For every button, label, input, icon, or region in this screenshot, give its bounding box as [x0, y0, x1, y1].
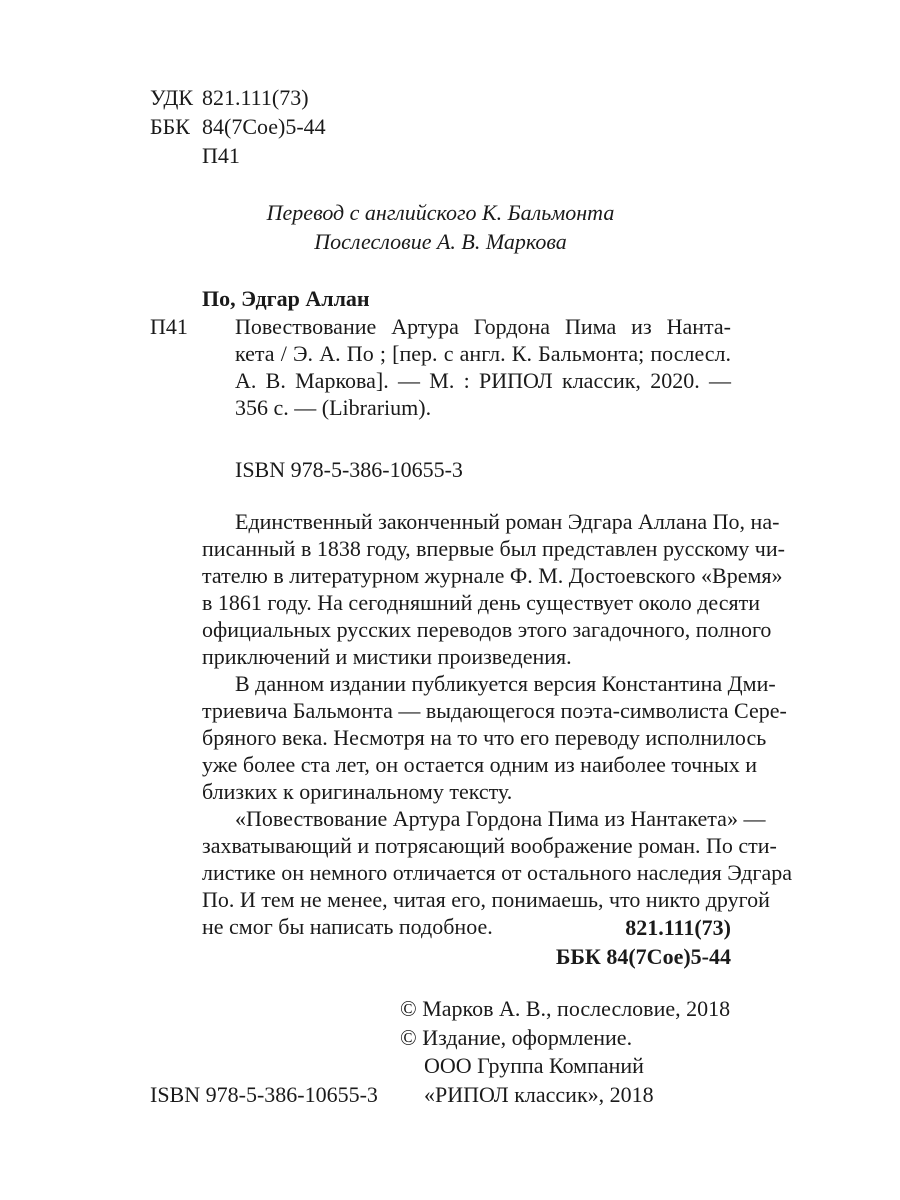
annotation-line: близких к оригинальному тексту.: [202, 779, 513, 804]
afterword-credit: Послесловие А. В. Маркова: [314, 229, 567, 254]
copyright-publisher: «РИПОЛ классик», 2018: [424, 1082, 654, 1107]
annotation-line: захватывающий и потрясающий воображение роман. По сти-: [202, 833, 777, 858]
bbk-line: [150, 113, 326, 140]
annotation-line: По. И тем не менее, читая его, понимаешь, что никто другой: [202, 887, 770, 912]
annotation-line: не смог бы написать подобное.: [202, 914, 493, 939]
annotation-line: «Повествование Артура Гордона Пима из Нантакета» —: [235, 806, 766, 831]
author-heading: По, Эдгар Аллан: [202, 286, 370, 311]
annotation-line: тателю в литературном журнале Ф. М. Достоевского «Время»: [202, 563, 783, 588]
isbn-bottom: ISBN 978-5-386-10655-3: [150, 1082, 378, 1107]
bbk-bottom: ББК 84(7Сое)5-44: [555, 944, 731, 969]
description-line: 356 с. — (Librarium).: [235, 395, 432, 420]
bibliographic-description: [235, 313, 731, 421]
copyright-afterword: © Марков А. В., послесловие, 2018: [400, 996, 731, 1021]
udk-value: 821.111(73): [202, 85, 309, 110]
annotation-paragraph: [202, 670, 787, 805]
author-mark: П41: [202, 143, 240, 168]
isbn-entry: ISBN 978-5-386-10655-3: [235, 457, 463, 482]
entry-mark: П41: [150, 314, 188, 339]
bbk-label: ББК: [150, 114, 190, 139]
annotation-line: в 1861 году. На сегодняшний день существует около десяти: [202, 590, 760, 615]
annotation-line: официальных русских переводов этого загадочного, полного: [202, 617, 772, 642]
annotation-line: триевича Бальмонта — выдающегося поэта-символиста Сере-: [202, 698, 787, 723]
annotation-line: листике он немного отличается от остального наследия Эдгара: [202, 860, 792, 885]
translation-credit: Перевод с английского К. Бальмонта: [266, 200, 615, 225]
annotation-line: Единственный законченный роман Эдгара Аллана По, на-: [235, 509, 780, 534]
copyright-edition: © Издание, оформление.: [400, 1025, 633, 1050]
annotation-line: приключений и мистики произведения.: [202, 644, 572, 669]
annotation-line: уже более ста лет, он остается одним из наиболее точных и: [202, 752, 758, 777]
udk-line: [150, 84, 309, 111]
description-line: Повествование Артура Гордона Пима из Нанта-: [235, 314, 731, 339]
annotation-line: писанный в 1838 году, впервые был представлен русскому чи-: [202, 536, 785, 561]
description-line: А. В. Маркова]. — М. : РИПОЛ классик, 2020. —: [235, 368, 731, 393]
udk-label: УДК: [150, 85, 194, 110]
udk-bottom: 821.111(73): [625, 915, 731, 940]
description-line: кета / Э. А. По ; [пер. с англ. К. Бальмонта; послесл.: [235, 341, 731, 366]
copyright-company: ООО Группа Компаний: [424, 1053, 644, 1078]
annotation-paragraph: [202, 508, 785, 670]
bbk-value: 84(7Сое)5-44: [202, 114, 326, 139]
annotation-line: бряного века. Несмотря на то что его переводу исполнилось: [202, 725, 767, 750]
annotation: [202, 508, 792, 940]
annotation-line: В данном издании публикуется версия Константина Дми-: [235, 671, 776, 696]
